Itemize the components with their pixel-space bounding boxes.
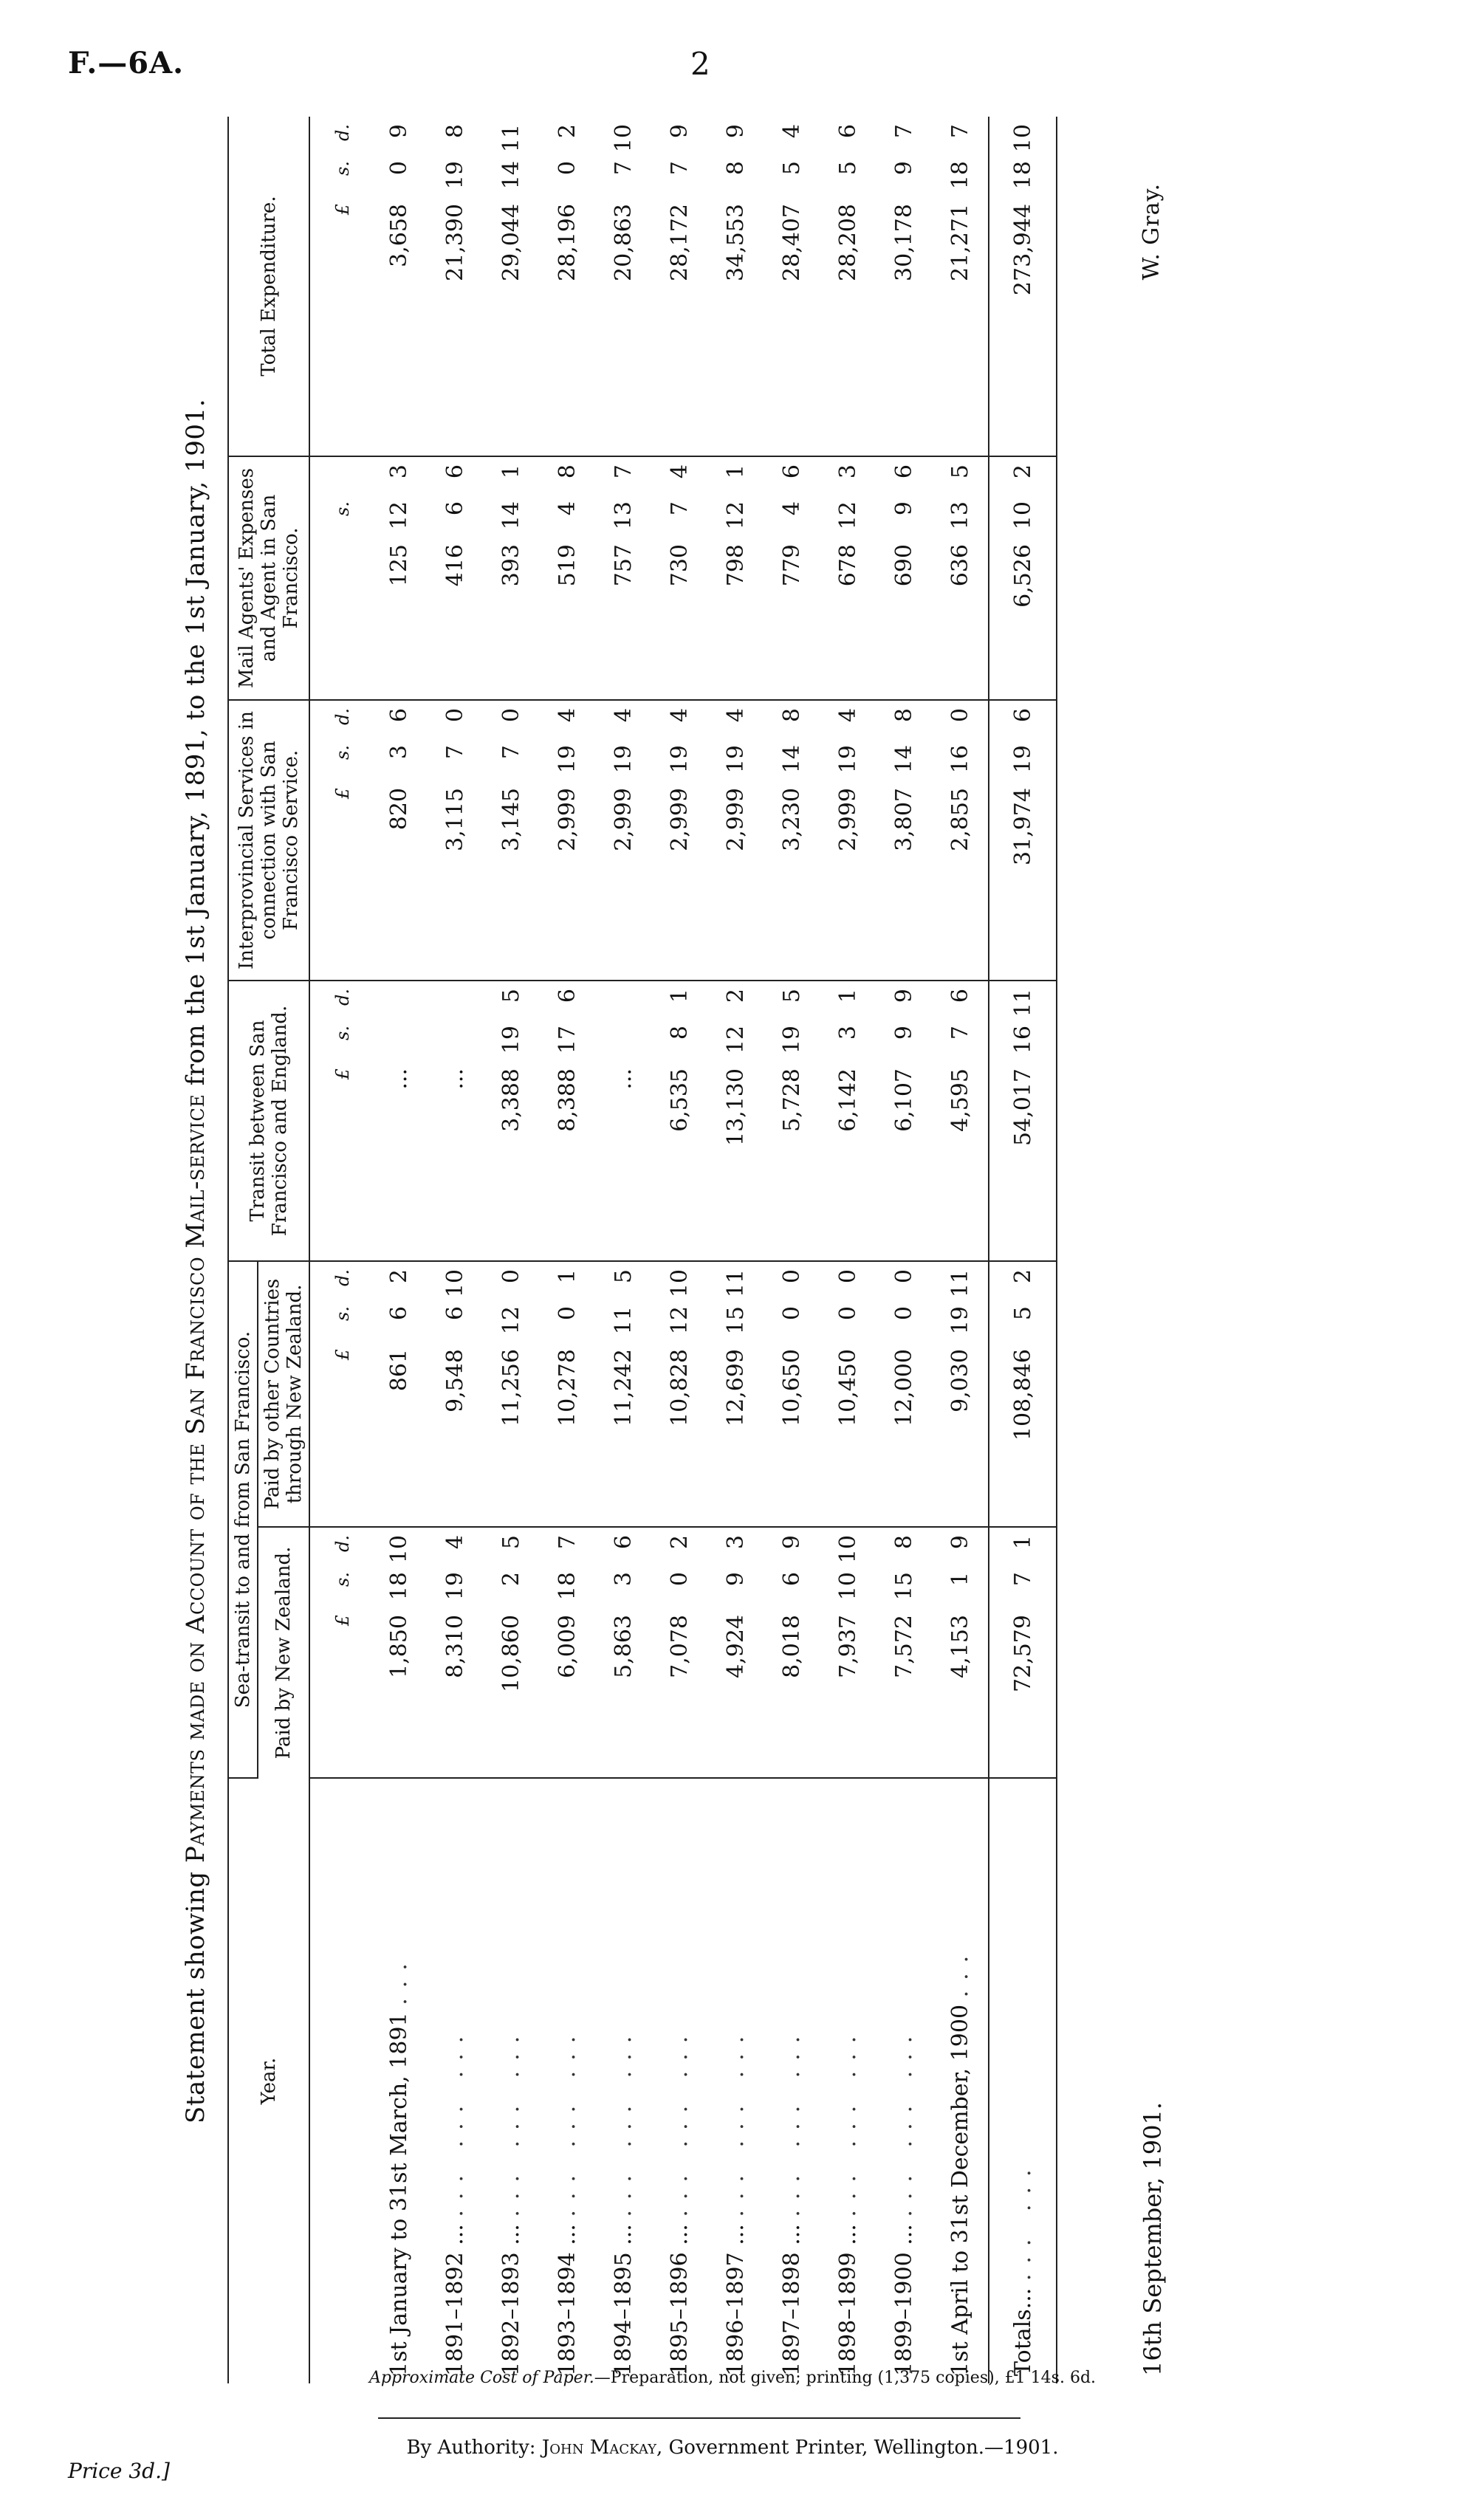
amount-pounds: 12,000 [891,1349,917,1426]
authority-suffix: Government Printer, Wellington.—1901. [668,2437,1059,2459]
printer-authority [0,2437,1465,2459]
amount-shillings: 8 [722,161,749,176]
amount-shillings: 0 [554,161,580,176]
statement-title-rest: from the 1st January, 1891, to the 1st January, 1901. [181,399,210,1086]
year-label: 1897–1898 ... [778,2224,805,2376]
table-row [483,117,539,2383]
amount-pence: 6 [610,1535,637,1550]
amount-pence: 3 [722,1535,749,1550]
amount-pounds: 416 [442,544,468,587]
amount-pence [386,989,412,1026]
amount-shillings: 6 [385,1306,412,1321]
amount-pounds: 8,310 [442,1615,468,1678]
amount-shillings: 19 [834,745,861,774]
amount-pence: 8 [442,124,468,139]
col-year: Year. [228,1778,309,2383]
amount-pence: 0 [498,708,524,723]
price-note: Price 3d.] [68,2459,170,2483]
amount-pence: 4 [666,464,693,479]
amount-pence: 8 [891,708,917,723]
amount-pence: 11 [722,1269,749,1298]
amount-pounds: 8,018 [778,1615,805,1678]
amount-pounds: 54,017 [1009,1068,1036,1146]
amount-pounds: 678 [834,544,861,587]
amount-shillings: 5 [1009,1306,1036,1321]
amount-shillings: 5 [834,161,861,176]
amount-pence: 4 [554,708,580,723]
amount-shillings: 3 [610,1572,637,1587]
table-row [764,117,820,2383]
amount-shillings: 7 [666,501,693,516]
amount-pounds: 3,230 [778,788,805,851]
amount-pence: 0 [891,1269,917,1284]
amount-pounds: 28,208 [834,204,861,281]
amount-pence: 6 [442,464,468,479]
amount-pounds: 2,999 [666,788,693,851]
amount-shillings: 12 [385,501,412,530]
amount-shillings: 19 [778,1026,805,1054]
amount-pounds: 6,535 [666,1068,693,1132]
amount-shillings: 17 [554,1026,580,1054]
amount-pounds: 11,242 [610,1349,637,1426]
amount-pence: 6 [385,708,412,723]
amount-pounds: 7,937 [834,1615,861,1678]
amount-pence: 8 [778,708,805,723]
table-row [932,117,989,2383]
year-label: 1896–1897 ... [722,2224,749,2376]
amount-shillings: 19 [722,745,749,774]
amount-shillings [442,1026,468,1068]
amount-pence: 11 [947,1269,973,1298]
amount-pounds: ... [442,1068,468,1090]
paper-cost-note [0,2369,1465,2387]
amount-pounds: 2,999 [722,788,749,851]
amount-pence: 2 [1009,464,1036,479]
amount-shillings: 18 [1009,161,1036,190]
amount-shillings: 12 [834,501,861,530]
amount-shillings: 19 [666,745,693,774]
amount-pounds: 72,579 [1009,1615,1036,1692]
unit-shillings: s. [332,1026,353,1040]
amount-pence: 0 [442,708,468,723]
amount-pence: 0 [947,708,973,723]
amount-shillings: 11 [610,1306,637,1335]
amount-shillings: 2 [498,1572,524,1587]
amount-pounds: 21,390 [442,204,468,281]
amount-pounds: 798 [722,544,749,587]
leader-dots: ... ... ... [891,2025,917,2217]
amount-pounds: 29,044 [498,204,524,281]
document-reference: F.—6A. [68,46,185,80]
amount-pounds: 861 [385,1349,412,1392]
amount-pence: 4 [778,124,805,139]
col-sea-transit-group: Sea-transit to and from San Francisco. [228,1261,258,1778]
amount-pounds: 10,650 [778,1349,805,1426]
amount-pence: 4 [834,708,861,723]
amount-pounds: ... [385,1068,412,1090]
year-label: 1st January to 31st March, 1891 [385,2012,412,2376]
amount-pounds: 10,828 [666,1349,693,1426]
amount-shillings: 6 [778,1572,805,1587]
unit-shillings: s. [332,1306,353,1321]
amount-shillings: 7 [442,745,468,760]
amount-shillings: 18 [385,1572,412,1601]
authority-prefix: By Authority: [406,2437,536,2459]
amount-pounds: 20,863 [610,204,637,281]
amount-shillings: 0 [778,1306,805,1321]
amount-pounds: 3,388 [498,1068,524,1132]
amount-pence: 4 [666,708,693,723]
amount-pounds: 31,974 [1009,788,1036,865]
amount-shillings: 0 [666,1572,693,1587]
leader-dots: ... ... ... [554,2025,580,2217]
amount-pence: 9 [385,124,412,139]
leader-dots: ... ... [1009,2159,1036,2282]
amount-shillings: 18 [554,1572,580,1601]
amount-shillings: 0 [385,161,412,176]
leader-dots: ... ... ... [442,2025,468,2217]
amount-pounds: 3,658 [385,204,412,267]
amount-shillings: 16 [1009,1026,1036,1054]
amount-pence: 0 [498,1269,524,1284]
amount-shillings: 10 [1009,501,1036,530]
year-label: 1st April to 31st December, 1900 [947,2004,973,2376]
amount-pounds: 757 [610,544,637,587]
amount-pounds: ... [610,1068,637,1090]
amount-pence: 9 [778,1535,805,1550]
amount-pounds: 28,196 [554,204,580,281]
amount-pounds: 519 [554,544,580,587]
amount-pence: 6 [834,124,861,139]
amount-pounds: 8,388 [554,1068,580,1132]
leader-dots: ... ... ... [778,2025,805,2217]
amount-shillings: 14 [778,745,805,774]
paper-cost-label: Approximate Cost of Paper. [368,2369,594,2387]
year-label: 1898–1899 ... [834,2224,861,2376]
amount-pounds: 4,924 [722,1615,749,1678]
amount-pence: 11 [498,124,524,153]
amount-pence: 5 [947,464,973,479]
amount-shillings: 4 [554,501,580,516]
amount-shillings: 5 [778,161,805,176]
amount-shillings [611,1026,637,1068]
amount-shillings: 13 [947,501,973,530]
amount-shillings: 9 [891,501,917,516]
year-label: 1891–1892 ... [442,2224,468,2376]
amount-shillings: 19 [442,1572,468,1601]
amount-pence: 3 [834,464,861,479]
amount-shillings: 7 [610,161,637,176]
amount-pounds: 30,178 [891,204,917,281]
amount-pounds: 10,278 [554,1349,580,1426]
amount-pence: 9 [947,1535,973,1550]
year-label: 1895–1896 ... [666,2224,693,2376]
amount-pounds: 7,572 [891,1615,917,1678]
amount-pounds: 4,153 [947,1615,973,1678]
unit-pence: d. [332,989,353,1006]
amount-pence: 5 [498,1535,524,1550]
amount-shillings: 19 [610,745,637,774]
amount-pounds: 28,172 [666,204,693,281]
col-total: Total Expenditure. [228,117,309,456]
amount-shillings: 19 [1009,745,1036,774]
totals-label: Totals... [1009,2287,1036,2376]
amount-pounds: 7,078 [666,1615,693,1678]
amount-pence: 5 [778,989,805,1003]
amount-pence: 6 [554,989,580,1003]
unit-shillings: s. [332,745,353,760]
amount-shillings: 0 [834,1306,861,1321]
amount-pounds: 21,271 [947,204,973,281]
amount-shillings: 12 [722,1026,749,1054]
amount-pence: 4 [722,708,749,723]
amount-shillings: 9 [722,1572,749,1587]
amount-pence: 1 [834,989,861,1003]
amount-pence: 7 [947,124,973,139]
amount-pence: 1 [722,464,749,479]
amount-shillings: 6 [442,501,468,516]
year-label: 1899–1900 ... [891,2224,917,2376]
amount-shillings: 9 [891,1026,917,1040]
amount-shillings: 4 [778,501,805,516]
amount-pence: 10 [666,1269,693,1298]
unit-shillings: s. [332,501,353,516]
amount-shillings: 7 [947,1026,973,1040]
amount-pence: 2 [385,1269,412,1284]
table-row [539,117,595,2383]
amount-pence: 8 [554,464,580,479]
amount-shillings: 1 [947,1572,973,1587]
amount-pounds: 779 [778,544,805,587]
amount-shillings: 16 [947,745,973,774]
amount-pounds: 6,142 [834,1068,861,1132]
leader-dots: ... [385,1953,412,2005]
amount-pence: 2 [666,1535,693,1550]
amount-pence: 10 [385,1535,412,1564]
amount-pounds: 12,699 [722,1349,749,1426]
amount-shillings: 19 [442,161,468,190]
amount-pence: 6 [891,464,917,479]
amount-pounds: 125 [385,544,412,587]
leader-dots: ... ... ... [834,2025,861,2217]
unit-pounds: £ [332,204,353,216]
amount-shillings: 18 [947,161,973,190]
amount-pence: 2 [1009,1269,1036,1284]
amount-shillings: 19 [498,1026,524,1054]
amount-shillings: 15 [722,1306,749,1335]
amount-pence: 10 [1009,124,1036,153]
page-number: 2 [690,46,710,82]
amount-pence: 10 [834,1535,861,1564]
footer-rule [378,2417,1020,2419]
amount-shillings: 19 [554,745,580,774]
amount-pence: 7 [891,124,917,139]
amount-pounds: 2,855 [947,788,973,851]
amount-shillings: 19 [947,1306,973,1335]
amount-shillings: 13 [610,501,637,530]
unit-shillings: s. [332,1572,353,1587]
year-label: 1894–1895 ... [610,2224,637,2376]
amount-pounds: 11,256 [498,1349,524,1426]
amount-pounds: 393 [498,544,524,587]
amount-shillings: 3 [834,1026,861,1040]
statement-title [179,117,213,2406]
totals-row [989,117,1057,2383]
amount-shillings [386,1026,412,1068]
amount-pence: 9 [666,124,693,139]
amount-pounds: 5,863 [610,1615,637,1678]
statement-date: 16th September, 1901. [1139,2102,1167,2376]
unit-pounds: £ [332,1615,353,1627]
year-label: 1893–1894 ... [554,2224,580,2376]
col-paid-other: Paid by other Countries through New Zealand. [258,1261,309,1527]
amount-pence: 7 [610,464,637,479]
amount-pounds: 730 [666,544,693,587]
amount-pence: 7 [554,1535,580,1550]
unit-pence: d. [332,1535,353,1552]
amount-pence: 9 [722,124,749,139]
amount-pence: 10 [442,1269,468,1298]
unit-pounds: £ [332,1068,353,1080]
amount-pounds: 6,009 [554,1615,580,1678]
amount-pounds: 28,407 [778,204,805,281]
amount-shillings: 7 [498,745,524,760]
table-row [371,117,427,2383]
leader-dots: ... ... ... [610,2025,637,2217]
amount-pounds: 1,850 [385,1615,412,1678]
table-row [820,117,876,2383]
amount-pence: 11 [1009,989,1036,1017]
amount-pence: 2 [554,124,580,139]
amount-shillings: 8 [666,1026,693,1040]
table-row [707,117,764,2383]
amount-shillings: 14 [891,745,917,774]
amount-pence: 0 [778,1269,805,1284]
col-transit: Transit between San Francisco and England. [228,981,309,1261]
amount-pence: 1 [1009,1535,1036,1550]
amount-pounds: 34,553 [722,204,749,281]
col-interprovincial: Interprovincial Services in connection with San Francisco Service. [228,700,309,981]
table-row [595,117,651,2383]
units-row [309,117,371,2383]
amount-pence: 6 [778,464,805,479]
col-mail-agents: Mail Agents' Expenses and Agent in San Francisco. [228,456,309,700]
leader-dots: ... ... ... [498,2025,524,2217]
amount-shillings: 7 [666,161,693,176]
amount-pounds: 273,944 [1009,204,1036,296]
amount-pence: 5 [610,1269,637,1284]
unit-pence: d. [332,124,353,141]
leader-dots: ... ... ... [666,2025,693,2217]
amount-pounds: 13,130 [722,1068,749,1146]
amount-pence: 9 [891,989,917,1003]
amount-pounds: 4,595 [947,1068,973,1132]
unit-pence: d. [332,1269,353,1286]
amount-pence: 10 [610,124,637,153]
amount-pounds: 6,107 [891,1068,917,1132]
amount-shillings: 12 [722,501,749,530]
signature: W. Gray. [1139,183,1164,281]
amount-shillings: 0 [554,1306,580,1321]
amount-pounds: 10,860 [498,1615,524,1692]
table-body [309,117,1057,2383]
paper-cost-text: —Preparation, not given; printing (1,375 copies), £1 14s. 6d. [594,2369,1097,2387]
amount-pounds: 820 [385,788,412,831]
amount-pence: 6 [1009,708,1036,723]
amount-pence [442,989,468,1026]
amount-pence: 1 [666,989,693,1003]
amount-pence: 4 [610,708,637,723]
amount-pounds: 3,145 [498,788,524,851]
amount-shillings: 15 [891,1572,917,1601]
payments-table [227,117,1057,2383]
leader-dots: ... ... ... [722,2025,749,2217]
year-label: 1892–1893 ... [498,2224,524,2376]
unit-pence: d. [332,708,353,725]
col-paid-nz: Paid by New Zealand. [258,1527,309,1778]
amount-shillings: 7 [1009,1572,1036,1587]
amount-pence: 0 [834,1269,861,1284]
amount-shillings: 6 [442,1306,468,1321]
amount-pounds: 6,526 [1009,544,1036,608]
amount-pence: 3 [385,464,412,479]
amount-shillings: 0 [891,1306,917,1321]
amount-pounds: 2,999 [554,788,580,851]
amount-pounds: 10,450 [834,1349,861,1426]
amount-shillings: 9 [891,161,917,176]
amount-pence [611,989,637,1026]
table-row [651,117,707,2383]
amount-shillings: 3 [385,745,412,760]
statement-title-lead: Statement showing [181,1871,210,2124]
table-row [876,117,932,2383]
unit-pounds: £ [332,1349,353,1361]
amount-pounds: 690 [891,544,917,587]
amount-pounds: 3,807 [891,788,917,851]
amount-pence: 2 [722,989,749,1003]
amount-pounds: 108,846 [1009,1349,1036,1441]
statement-title-main: Payments made on Account of the San Francisco Mail-service [181,1094,210,1863]
amount-shillings: 12 [666,1306,693,1335]
leader-dots: ... [947,1945,973,1998]
amount-pence: 8 [891,1535,917,1550]
amount-pounds: 3,115 [442,788,468,851]
amount-pounds: 9,030 [947,1349,973,1412]
amount-pounds: 2,999 [610,788,637,851]
amount-pounds: 5,728 [778,1068,805,1132]
amount-pence: 1 [554,1269,580,1284]
rotated-statement [179,117,1227,2406]
amount-shillings: 12 [498,1306,524,1335]
amount-pounds: 2,999 [834,788,861,851]
amount-shillings: 10 [834,1572,861,1601]
amount-pounds: 636 [947,544,973,587]
amount-shillings: 14 [498,501,524,530]
amount-pounds: 9,548 [442,1349,468,1412]
amount-pence: 5 [498,989,524,1003]
amount-pence: 1 [498,464,524,479]
amount-shillings: 14 [498,161,524,190]
amount-pence: 6 [947,989,973,1003]
printer-name: John Mackay, [541,2437,663,2459]
amount-pence: 4 [442,1535,468,1550]
unit-shillings: s. [332,161,353,176]
unit-pounds: £ [332,788,353,800]
table-row [427,117,483,2383]
